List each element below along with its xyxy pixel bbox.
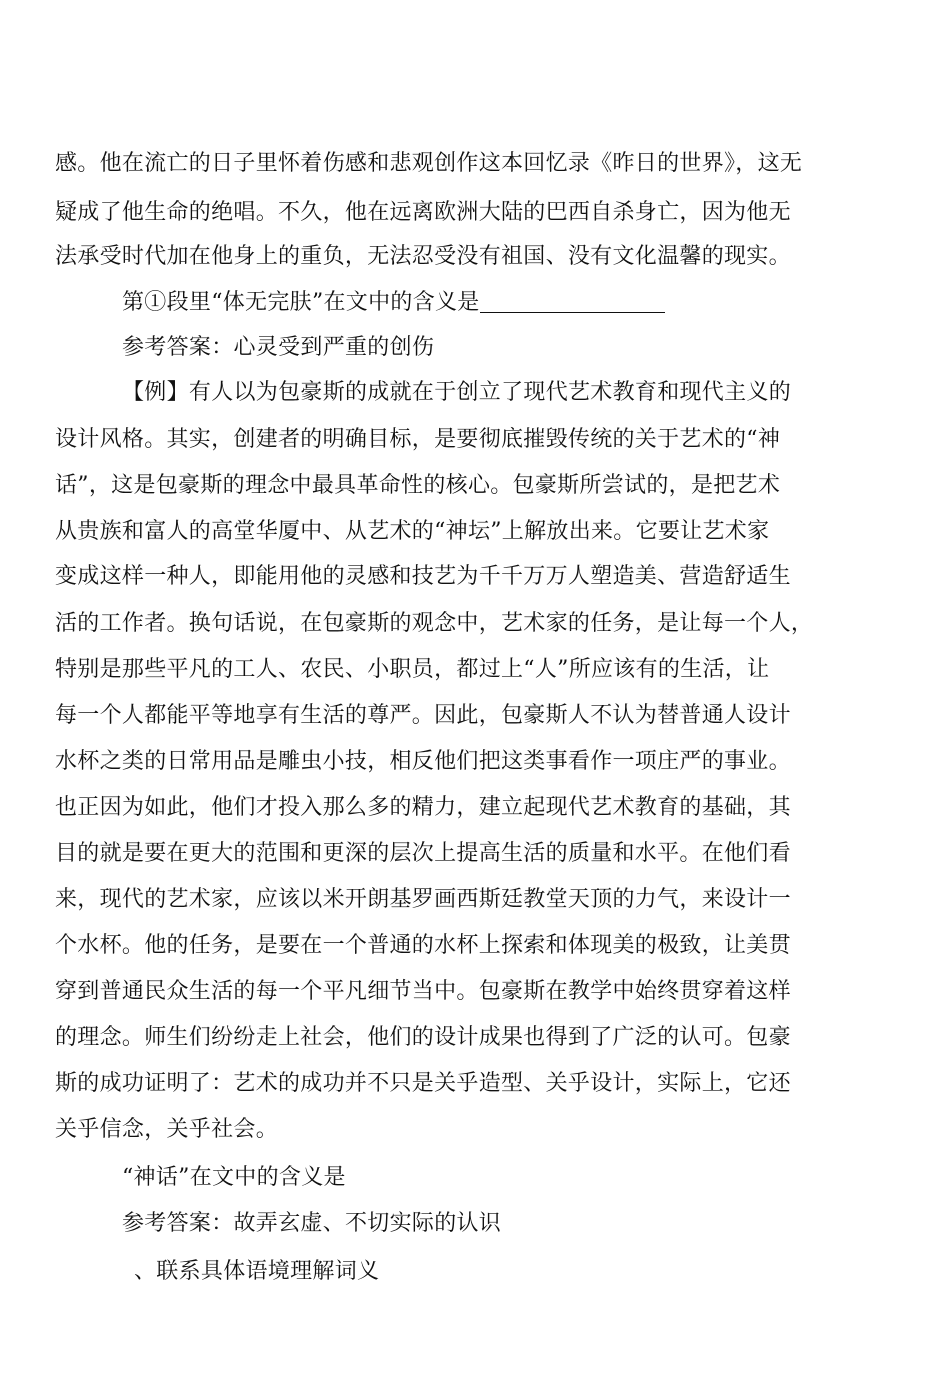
text-line: 的理念。师生们纷纷走上社会，他们的设计成果也得到了广泛的认可。包豪 (55, 1025, 791, 1050)
text-line: 法承受时代加在他身上的重负，无法忍受没有祖国、没有文化温馨的现实。 (55, 244, 791, 269)
example-line: 【例】有人以为包豪斯的成就在于创立了现代艺术教育和现代主义的 (122, 380, 792, 405)
text-line: 感。他在流亡的日子里怀着伤感和悲观创作这本回忆录《昨日的世界》，这无 (55, 151, 803, 176)
section-heading: 、联系具体语境理解词义 (134, 1259, 380, 1284)
text-line: 活的工作者。换句话说，在包豪斯的观念中，艺术家的任务，是让每一个人， (55, 611, 814, 636)
text-line: 特别是那些平凡的工人、农民、小职员，都过上“人”所应该有的生活，让 (55, 657, 770, 682)
answer-line: 参考答案：心灵受到严重的创伤 (122, 335, 435, 360)
answer-blank (480, 311, 665, 313)
text-line: 个水杯。他的任务，是要在一个普通的水杯上探索和体现美的极致，让美贯 (55, 933, 791, 958)
text-line: 来，现代的艺术家，应该以米开朗基罗画西斯廷教堂天顶的力气，来设计一 (55, 887, 791, 912)
question-line: “神话”在文中的含义是 (122, 1165, 346, 1190)
text-line: 设计风格。其实，创建者的明确目标，是要彻底摧毁传统的关于艺术的“神 (55, 427, 781, 452)
question-text: 第①段里“体无完肤”在文中的含义是 (122, 290, 480, 315)
text-line: 斯的成功证明了：艺术的成功并不只是关乎造型、关乎设计，实际上，它还 (55, 1071, 791, 1096)
text-line: 关乎信念，关乎社会。 (55, 1117, 279, 1142)
text-line: 从贵族和富人的高堂华厦中、从艺术的“神坛”上解放出来。它要让艺术家 (55, 519, 770, 544)
text-line: 每一个人都能平等地享有生活的尊严。因此，包豪斯人不认为替普通人设计 (55, 703, 791, 728)
question-line (122, 283, 822, 323)
text-line: 穿到普通民众生活的每一个平凡细节当中。包豪斯在教学中始终贯穿着这样 (55, 979, 791, 1004)
text-line: 疑成了他生命的绝唱。不久，他在远离欧洲大陆的巴西自杀身亡，因为他无 (55, 200, 791, 225)
text-line: 水杯之类的日常用品是雕虫小技，相反他们把这类事看作一项庄严的事业。 (55, 749, 791, 774)
answer-line: 参考答案：故弄玄虚、不切实际的认识 (122, 1211, 502, 1236)
text-line: 也正因为如此，他们才投入那么多的精力，建立起现代艺术教育的基础，其 (55, 795, 791, 820)
text-line: 变成这样一种人，即能用他的灵感和技艺为千千万万人塑造美、营造舒适生 (55, 564, 791, 589)
text-line: 话”，这是包豪斯的理念中最具革命性的核心。包豪斯所尝试的，是把艺术 (55, 473, 781, 498)
text-line: 目的就是要在更大的范围和更深的层次上提高生活的质量和水平。在他们看 (55, 841, 791, 866)
